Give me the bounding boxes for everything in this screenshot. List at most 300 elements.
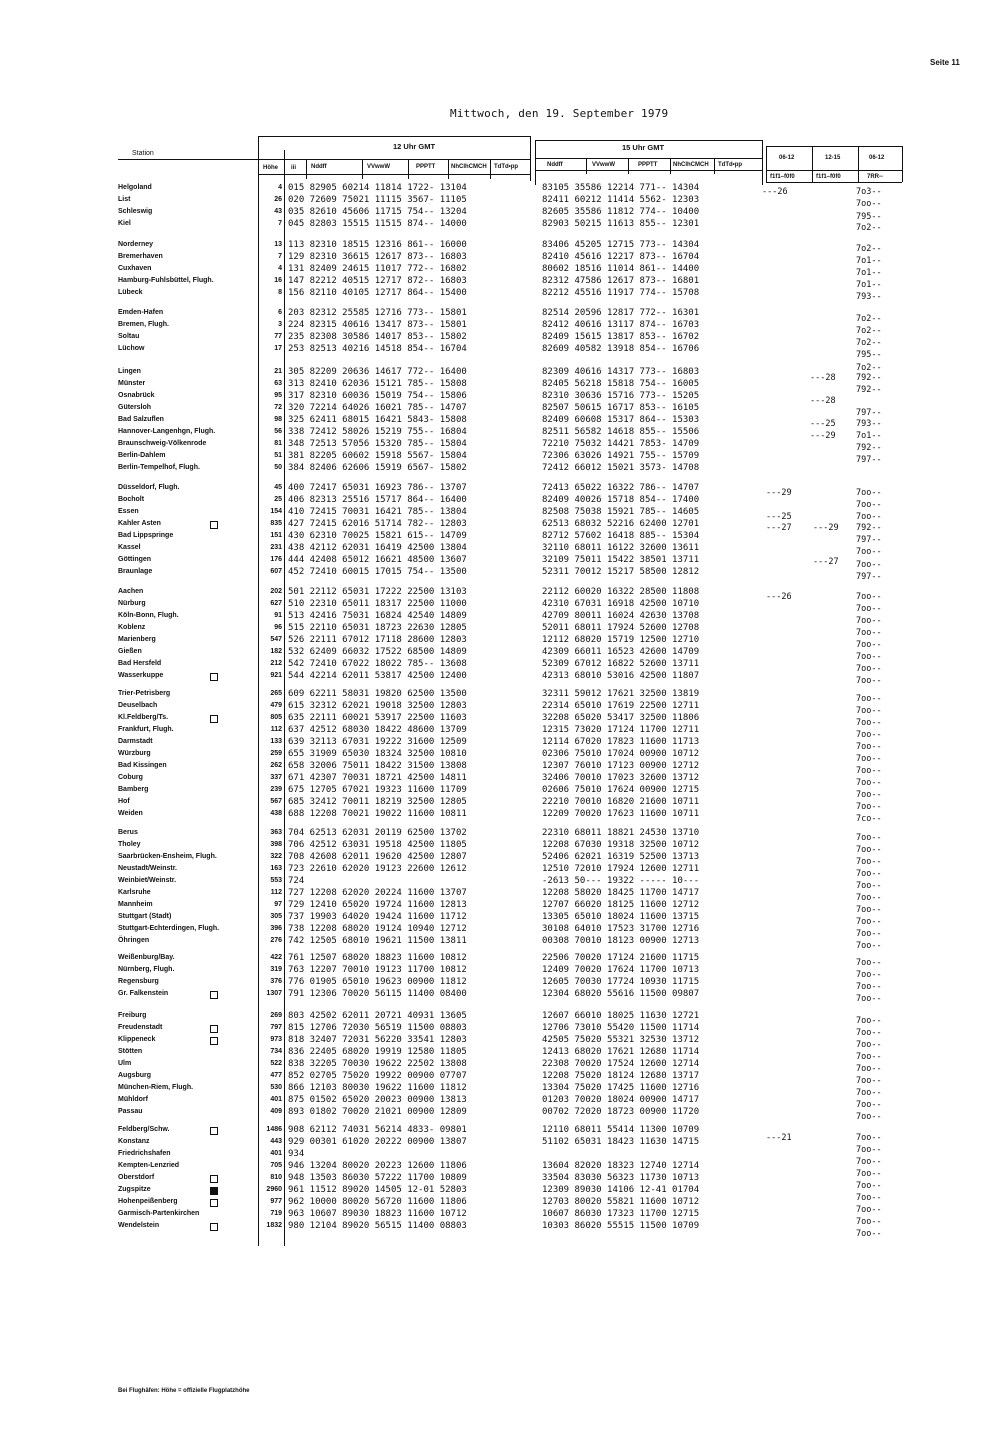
- remark-code: 7co--: [856, 814, 882, 824]
- station-label: Bad Salzuflen: [118, 416, 164, 423]
- station-label: Öhringen: [118, 937, 150, 944]
- station-name: [118, 797, 268, 807]
- obs-15gmt: 42313 68010 53016 42500 11807: [542, 671, 700, 681]
- remark-code: 797--: [856, 572, 882, 582]
- header-extra-sub-2: f1f1–f0f0: [816, 174, 841, 180]
- remark-code: 7oo--: [856, 905, 882, 915]
- station-label: Kassel: [118, 544, 141, 551]
- station-height: 705: [270, 1162, 282, 1169]
- obs-15gmt: 42505 75020 55321 32530 13712: [542, 1035, 700, 1045]
- remark-code: 7oo--: [856, 833, 882, 843]
- obs-15gmt: 52011 68011 17924 52600 12708: [542, 623, 700, 633]
- remark-code: ---28: [810, 373, 836, 383]
- station-name: [118, 195, 268, 205]
- station-name: [118, 495, 268, 505]
- obs-12gmt: 156 82110 40105 12717 864-- 15400: [288, 288, 467, 298]
- obs-12gmt: 532 62409 66032 17522 68500 14809: [288, 647, 467, 657]
- obs-15gmt: 13305 65010 18024 11600 13715: [542, 912, 700, 922]
- empty-square-icon: [210, 1199, 218, 1207]
- obs-12gmt: 253 82513 40216 14518 854-- 16704: [288, 344, 467, 354]
- obs-12gmt: 962 10000 80020 56720 11600 11806: [288, 1197, 467, 1207]
- obs-15gmt: 82409 40026 15718 854-- 17400: [542, 495, 700, 505]
- obs-15gmt: 82605 35586 11812 774-- 10400: [542, 207, 700, 217]
- station-height: 305: [270, 913, 282, 920]
- obs-15gmt: 82514 20596 12817 772-- 16301: [542, 308, 700, 318]
- station-name: [118, 761, 268, 771]
- station-name: [118, 876, 268, 886]
- station-height: 2960: [266, 1186, 282, 1193]
- station-height: 133: [270, 738, 282, 745]
- station-height: 163: [270, 865, 282, 872]
- obs-12gmt: 675 12705 67021 19323 11600 11709: [288, 785, 467, 795]
- remark-code: 7oo--: [856, 1100, 882, 1110]
- remark-code: 7oo--: [856, 1217, 882, 1227]
- station-name: [118, 737, 268, 747]
- obs-12gmt: 320 72214 64026 16021 785-- 14707: [288, 403, 467, 413]
- remark-code: 7oo--: [856, 199, 882, 209]
- obs-12gmt: 738 12208 68020 19124 10940 12712: [288, 924, 467, 934]
- station-name: [118, 713, 268, 723]
- obs-12gmt: 410 72415 70031 16421 785-- 13804: [288, 507, 467, 517]
- station-height: 212: [270, 660, 282, 667]
- obs-15gmt: 72412 66012 15021 3573- 14708: [542, 463, 700, 473]
- station-label: Stuttgart-Echterdingen, Flugh.: [118, 925, 220, 932]
- obs-15gmt: 12304 68020 55616 11500 09807: [542, 989, 700, 999]
- station-height: 276: [270, 937, 282, 944]
- station-name: [118, 1173, 268, 1183]
- station-label: Gütersloh: [118, 404, 152, 411]
- obs-15gmt: 42309 66011 16523 42600 14709: [542, 647, 700, 657]
- station-height: 363: [270, 829, 282, 836]
- obs-15gmt: 32208 65020 53417 32500 11806: [542, 713, 700, 723]
- remark-code: 7o2--: [856, 326, 882, 336]
- obs-12gmt: 430 62310 70025 15821 615-- 14709: [288, 531, 467, 541]
- obs-15gmt: 82310 30636 15716 773-- 15205: [542, 391, 700, 401]
- station-label: Köln-Bonn, Flugh.: [118, 612, 179, 619]
- station-height: 322: [270, 853, 282, 860]
- obs-12gmt: 852 02705 75020 19922 00900 07707: [288, 1071, 467, 1081]
- station-label: Hannover-Langenhgn, Flugh.: [118, 428, 216, 435]
- station-name: [118, 463, 268, 473]
- station-name: [118, 415, 268, 425]
- remark-code: ---21: [766, 1133, 792, 1143]
- station-label: Saarbrücken-Ensheim, Flugh.: [118, 853, 217, 860]
- station-name: [118, 1035, 268, 1045]
- obs-15gmt: 12706 73010 55420 11500 11714: [542, 1023, 700, 1033]
- station-name: [118, 953, 268, 963]
- station-label: Soltau: [118, 333, 140, 340]
- obs-12gmt: 946 13204 80020 20223 12600 11806: [288, 1161, 467, 1171]
- obs-12gmt: 015 82905 60214 11814 1722- 13104: [288, 183, 467, 193]
- station-label: Zugspitze: [118, 1186, 151, 1193]
- filled-square-icon: [210, 1187, 218, 1195]
- station-name: [118, 785, 268, 795]
- station-name: [118, 977, 268, 987]
- obs-15gmt: 72210 75032 14421 7853- 14709: [542, 439, 700, 449]
- station-label: Stötten: [118, 1048, 143, 1055]
- obs-15gmt: 00308 70010 18123 00900 12713: [542, 936, 700, 946]
- station-name: [118, 483, 268, 493]
- station-height: 81: [274, 440, 282, 447]
- obs-12gmt: 635 22111 60021 53917 22500 11603: [288, 713, 467, 723]
- station-label: Weißenburg/Bay.: [118, 954, 175, 961]
- station-label: Mühldorf: [118, 1096, 148, 1103]
- station-height: 443: [270, 1138, 282, 1145]
- station-name: [118, 367, 268, 377]
- obs-15gmt: 02306 75010 17024 00900 10712: [542, 749, 700, 759]
- station-name: [118, 611, 268, 621]
- station-label: Norderney: [118, 241, 154, 248]
- obs-12gmt: 815 12706 72030 56519 11500 08803: [288, 1023, 467, 1033]
- remark-code: 793--: [856, 292, 882, 302]
- station-name: [118, 828, 268, 838]
- remark-code: 7oo--: [856, 676, 882, 686]
- station-height: 72: [274, 404, 282, 411]
- header-15-nddff: Nddff: [547, 162, 563, 168]
- station-name: [118, 1149, 268, 1159]
- obs-15gmt: 82712 57602 16418 885-- 15304: [542, 531, 700, 541]
- station-name: [118, 555, 268, 565]
- obs-12gmt: 658 32006 75011 18422 31500 13808: [288, 761, 467, 771]
- remark-code: 7oo--: [856, 1229, 882, 1239]
- station-label: Trier-Petrisberg: [118, 690, 171, 697]
- obs-12gmt: 305 82209 20636 14617 772-- 16400: [288, 367, 467, 377]
- station-name: [118, 809, 268, 819]
- obs-12gmt: 737 19903 64020 19424 11600 11712: [288, 912, 467, 922]
- obs-12gmt: 639 32113 67031 19222 31600 12509: [288, 737, 467, 747]
- station-name: [118, 912, 268, 922]
- station-name: [118, 344, 268, 354]
- obs-12gmt: 708 42608 62011 19620 42500 12807: [288, 852, 467, 862]
- remark-code: 7o2--: [856, 363, 882, 373]
- station-name: [118, 647, 268, 657]
- station-name: [118, 864, 268, 874]
- header-15-tdtd: TdTd•pp: [718, 162, 743, 168]
- remark-code: 7oo--: [856, 766, 882, 776]
- station-label: Bad Lippspringe: [118, 532, 174, 539]
- remark-code: 7oo--: [856, 512, 882, 522]
- station-label: Braunlage: [118, 568, 153, 575]
- station-height: 973: [270, 1036, 282, 1043]
- obs-15gmt: 01203 70020 18024 00900 14717: [542, 1095, 700, 1105]
- obs-15gmt: 12114 67020 17823 11600 11713: [542, 737, 700, 747]
- station-name: [118, 1059, 268, 1069]
- station-height: 376: [270, 978, 282, 985]
- remark-code: 7oo--: [856, 994, 882, 1004]
- obs-12gmt: 963 10607 89030 18823 11600 10712: [288, 1209, 467, 1219]
- remark-code: 7o3--: [856, 187, 882, 197]
- station-height: 547: [270, 636, 282, 643]
- obs-15gmt: 32109 75011 15422 38501 13711: [542, 555, 700, 565]
- station-height: 398: [270, 841, 282, 848]
- obs-15gmt: 12607 66010 18025 11630 12721: [542, 1011, 700, 1021]
- obs-15gmt: 32110 68011 16122 32600 13611: [542, 543, 700, 553]
- station-label: Oberstdorf: [118, 1174, 155, 1181]
- remark-code: 7oo--: [856, 857, 882, 867]
- header-15-ppptt: PPPTT: [638, 162, 658, 168]
- obs-15gmt: 82508 75038 15921 785-- 14605: [542, 507, 700, 517]
- obs-12gmt: 961 11512 89020 14505 12-01 52803: [288, 1185, 467, 1195]
- station-height: 553: [270, 877, 282, 884]
- station-name: [118, 1209, 268, 1219]
- station-name: [118, 531, 268, 541]
- remark-code: 7oo--: [856, 970, 882, 980]
- obs-15gmt: 72413 65022 16322 786-- 14707: [542, 483, 700, 493]
- station-label: Bremerhaven: [118, 253, 163, 260]
- station-name: [118, 965, 268, 975]
- station-label: Kl.Feldberg/Ts.: [118, 714, 169, 721]
- obs-12gmt: 452 72410 60015 17015 754-- 13500: [288, 567, 467, 577]
- remark-code: 7oo--: [856, 845, 882, 855]
- station-label: Freudenstadt: [118, 1024, 163, 1031]
- station-name: [118, 320, 268, 330]
- station-height: 176: [270, 556, 282, 563]
- obs-12gmt: 444 42408 65012 16621 48500 13607: [288, 555, 467, 565]
- station-height: 262: [270, 762, 282, 769]
- obs-12gmt: 727 12208 62020 20224 11600 13707: [288, 888, 467, 898]
- station-label: Schleswig: [118, 208, 153, 215]
- station-height: 95: [274, 392, 282, 399]
- station-name: [118, 252, 268, 262]
- remark-code: 7oo--: [856, 958, 882, 968]
- remark-code: 7oo--: [856, 1052, 882, 1062]
- station-label: Tholey: [118, 841, 141, 848]
- station-label: Emden-Hafen: [118, 309, 164, 316]
- station-name: [118, 1221, 268, 1231]
- station-label: Bremen, Flugh.: [118, 321, 169, 328]
- station-label: Konstanz: [118, 1138, 150, 1145]
- station-label: Coburg: [118, 774, 143, 781]
- obs-12gmt: 637 42512 68030 18422 48600 13709: [288, 725, 467, 735]
- station-name: [118, 659, 268, 669]
- station-label: Wendelstein: [118, 1222, 160, 1229]
- obs-12gmt: 317 82310 60036 15019 754-- 15806: [288, 391, 467, 401]
- obs-12gmt: 655 31909 65030 18324 32500 10810: [288, 749, 467, 759]
- obs-12gmt: 929 00301 61020 20222 00900 13807: [288, 1137, 467, 1147]
- obs-12gmt: 934: [288, 1149, 305, 1159]
- station-height: 4: [278, 184, 282, 191]
- station-label: Darmstadt: [118, 738, 153, 745]
- station-height: 50: [274, 464, 282, 471]
- station-height: 43: [274, 208, 282, 215]
- station-height: 479: [270, 702, 282, 709]
- remark-code: 7oo--: [856, 869, 882, 879]
- obs-15gmt: 12209 70020 17623 11600 10711: [542, 809, 700, 819]
- remark-code: 7oo--: [856, 941, 882, 951]
- remark-code: 7oo--: [856, 742, 882, 752]
- obs-15gmt: 12208 75020 18124 12680 13717: [542, 1071, 700, 1081]
- obs-15gmt: 12307 76010 17123 00900 12712: [542, 761, 700, 771]
- station-height: 977: [270, 1198, 282, 1205]
- obs-12gmt: 406 82313 25516 15717 864-- 16400: [288, 495, 467, 505]
- obs-15gmt: 13604 82020 18323 12740 12714: [542, 1161, 700, 1171]
- obs-15gmt: 10303 86020 55515 11500 10709: [542, 1221, 700, 1231]
- obs-15gmt: 52311 70012 15217 58500 12812: [542, 567, 700, 577]
- remark-code: ---29: [813, 523, 839, 533]
- remark-code: 7o1--: [856, 431, 882, 441]
- station-height: 734: [270, 1048, 282, 1055]
- station-name: [118, 451, 268, 461]
- station-name: [118, 379, 268, 389]
- station-label: List: [118, 196, 131, 203]
- station-name: [118, 403, 268, 413]
- remark-code: 793--: [856, 419, 882, 429]
- remark-code: 7oo--: [856, 547, 882, 557]
- station-height: 17: [274, 345, 282, 352]
- station-name: [118, 183, 268, 193]
- station-height: 202: [270, 588, 282, 595]
- remark-code: 7o1--: [856, 256, 882, 266]
- obs-12gmt: 761 12507 68020 18823 11600 10812: [288, 953, 467, 963]
- station-name: [118, 1083, 268, 1093]
- station-name: [118, 1185, 268, 1195]
- obs-15gmt: 62513 68032 52216 62400 12701: [542, 519, 700, 529]
- station-name: [118, 989, 268, 999]
- station-height: 627: [270, 600, 282, 607]
- station-name: [118, 507, 268, 517]
- obs-12gmt: 338 72412 58026 15219 755-- 16804: [288, 427, 467, 437]
- station-label: Kahler Asten: [118, 520, 161, 527]
- station-label: Nürburg: [118, 600, 146, 607]
- station-height: 530: [270, 1084, 282, 1091]
- station-name: [118, 240, 268, 250]
- obs-12gmt: 224 82315 40616 13417 873-- 15801: [288, 320, 467, 330]
- obs-15gmt: 82410 45616 12217 873-- 16704: [542, 252, 700, 262]
- remark-code: 7oo--: [856, 706, 882, 716]
- station-height: 6: [278, 309, 282, 316]
- obs-15gmt: 12409 70020 17624 11700 10713: [542, 965, 700, 975]
- obs-12gmt: 875 01502 65020 20023 00900 13813: [288, 1095, 467, 1105]
- station-name: [118, 1047, 268, 1057]
- station-label: Gr. Falkenstein: [118, 990, 169, 997]
- obs-12gmt: 501 22112 65031 17222 22500 13103: [288, 587, 467, 597]
- obs-15gmt: 82312 47586 12617 873-- 16801: [542, 276, 700, 286]
- station-name: [118, 543, 268, 553]
- obs-15gmt: 82409 15615 13817 853-- 16702: [542, 332, 700, 342]
- station-name: [118, 391, 268, 401]
- obs-12gmt: 313 82410 62036 15121 785-- 15808: [288, 379, 467, 389]
- station-label: Karlsruhe: [118, 889, 151, 896]
- obs-15gmt: 12315 73020 17124 11700 12711: [542, 725, 700, 735]
- station-name: [118, 749, 268, 759]
- station-height: 810: [270, 1174, 282, 1181]
- station-label: Friedrichshafen: [118, 1150, 171, 1157]
- obs-12gmt: 723 22610 62020 19123 22600 12612: [288, 864, 467, 874]
- remark-code: 797--: [856, 408, 882, 418]
- station-name: [118, 264, 268, 274]
- remark-code: ---26: [766, 592, 792, 602]
- obs-12gmt: 893 01802 70020 21021 00900 12809: [288, 1107, 467, 1117]
- header-12-vvwww: VVwwW: [367, 164, 391, 170]
- obs-12gmt: 688 12208 70021 19022 11600 10811: [288, 809, 467, 819]
- station-label: Hohenpeißenberg: [118, 1198, 178, 1205]
- station-height: 259: [270, 750, 282, 757]
- remark-code: 7oo--: [856, 1157, 882, 1167]
- obs-15gmt: 52309 67012 16822 52600 13711: [542, 659, 700, 669]
- obs-15gmt: 22308 70020 17524 12600 12714: [542, 1059, 700, 1069]
- station-name: [118, 1197, 268, 1207]
- remark-code: 7oo--: [856, 982, 882, 992]
- remark-code: 7oo--: [856, 628, 882, 638]
- obs-15gmt: 82309 40616 14317 773-- 16803: [542, 367, 700, 377]
- remark-code: 7o2--: [856, 338, 882, 348]
- empty-square-icon: [210, 1223, 218, 1231]
- station-label: Nürnberg, Flugh.: [118, 966, 175, 973]
- remark-code: 7oo--: [856, 802, 882, 812]
- station-height: 265: [270, 690, 282, 697]
- obs-15gmt: 12309 89030 14106 12-41 01704: [542, 1185, 700, 1195]
- obs-15gmt: 82511 56582 14618 855-- 15506: [542, 427, 700, 437]
- remark-code: 7oo--: [856, 881, 882, 891]
- station-height: 77: [274, 333, 282, 340]
- station-label: Neustadt/Weinstr.: [118, 865, 177, 872]
- obs-15gmt: 42709 80011 16024 42630 13708: [542, 611, 700, 621]
- empty-square-icon: [210, 715, 218, 723]
- page-title: Mittwoch, den 19. September 1979: [450, 107, 669, 120]
- station-name: [118, 1095, 268, 1105]
- remark-code: 7oo--: [856, 718, 882, 728]
- station-name: [118, 288, 268, 298]
- remark-code: ---26: [762, 187, 788, 197]
- station-name: [118, 701, 268, 711]
- station-label: Koblenz: [118, 624, 146, 631]
- remark-code: 7oo--: [856, 1145, 882, 1155]
- station-label: Bad Hersfeld: [118, 660, 162, 667]
- station-name: [118, 900, 268, 910]
- station-height: 567: [270, 798, 282, 805]
- station-name: [118, 888, 268, 898]
- obs-12gmt: 381 82205 60602 15918 5567- 15804: [288, 451, 467, 461]
- obs-15gmt: 12413 68020 17621 12680 11714: [542, 1047, 700, 1057]
- station-label: Weiden: [118, 810, 143, 817]
- station-height: 154: [270, 508, 282, 515]
- obs-15gmt: 82409 60608 15317 864-- 15303: [542, 415, 700, 425]
- obs-15gmt: 30108 64010 17523 31700 12716: [542, 924, 700, 934]
- remark-code: 7oo--: [856, 616, 882, 626]
- station-height: 438: [270, 810, 282, 817]
- empty-square-icon: [210, 521, 218, 529]
- footnote: Bei Flughäfen: Höhe = offizielle Flugplatzhöhe: [118, 1388, 250, 1394]
- obs-12gmt: 035 82610 45606 11715 754-- 13204: [288, 207, 467, 217]
- station-label: Ulm: [118, 1060, 132, 1067]
- station-height: 56: [274, 428, 282, 435]
- station-label: Lübeck: [118, 289, 143, 296]
- obs-12gmt: 427 72415 62016 51714 782-- 12803: [288, 519, 467, 529]
- page-number: Seite 11: [930, 58, 960, 67]
- remark-code: 7oo--: [856, 694, 882, 704]
- remark-code: 7oo--: [856, 893, 882, 903]
- station-name: [118, 725, 268, 735]
- header-15-vvwww: VVwwW: [592, 162, 616, 168]
- station-label: Mannheim: [118, 901, 153, 908]
- obs-15gmt: 12510 72010 17924 12600 12711: [542, 864, 700, 874]
- station-label: Klippeneck: [118, 1036, 156, 1043]
- obs-15gmt: 00702 72020 18723 00900 11720: [542, 1107, 700, 1117]
- obs-15gmt: 22210 70010 16820 21600 10711: [542, 797, 700, 807]
- remark-code: 7o1--: [856, 268, 882, 278]
- obs-12gmt: 866 12103 80030 19622 11600 11812: [288, 1083, 467, 1093]
- station-label: München-Riem, Flugh.: [118, 1084, 194, 1091]
- obs-12gmt: 838 32205 70030 19622 22502 13808: [288, 1059, 467, 1069]
- obs-12gmt: 515 22110 65031 18723 22630 12805: [288, 623, 467, 633]
- station-height: 182: [270, 648, 282, 655]
- remark-code: 7o2--: [856, 223, 882, 233]
- station-label: Berlin-Dahlem: [118, 452, 166, 459]
- station-name: [118, 332, 268, 342]
- station-height: 522: [270, 1060, 282, 1067]
- station-label: Gießen: [118, 648, 142, 655]
- obs-15gmt: 13304 75020 17425 11600 12716: [542, 1083, 700, 1093]
